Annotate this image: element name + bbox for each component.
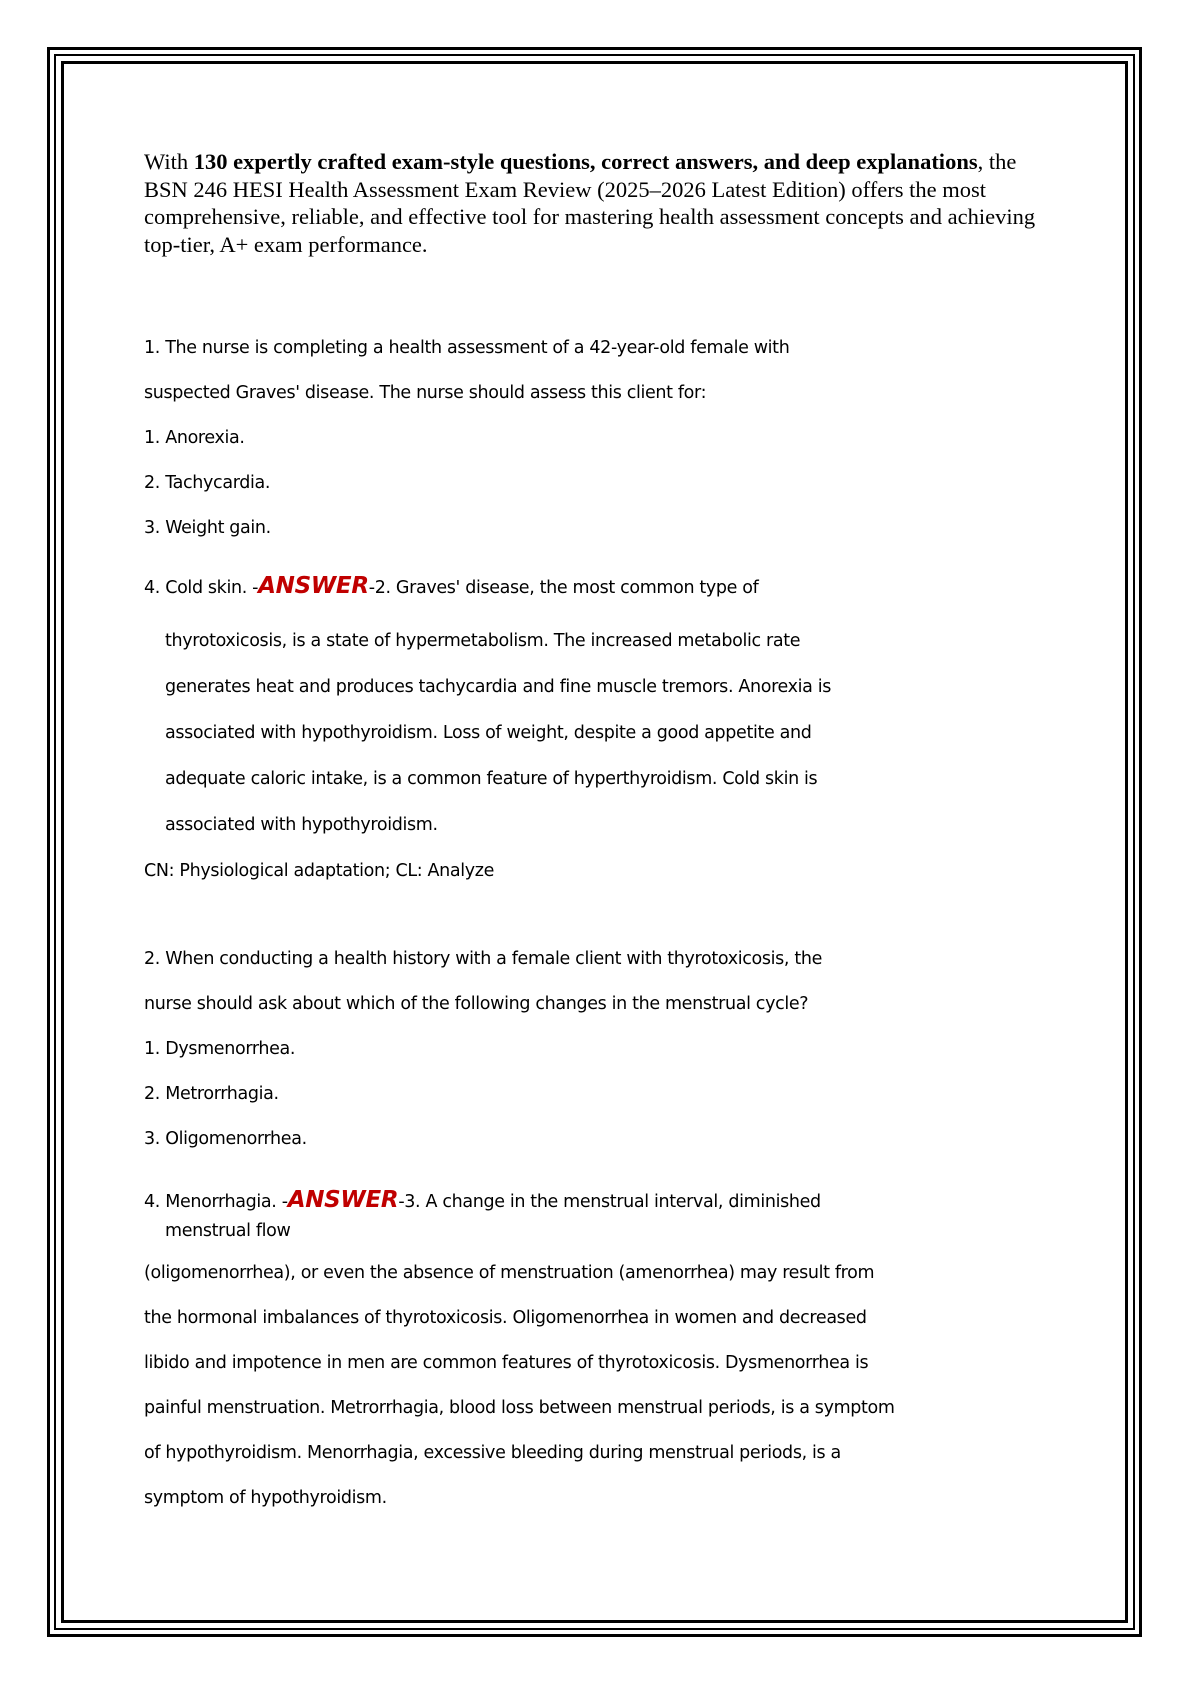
q2-rationale-line: libido and impotence in men are common features of thyrotoxicosis. Dysmenorrhea is: [144, 1353, 869, 1373]
q2-rationale-line: (oligomenorrhea), or even the absence of menstruation (amenorrhea) may result from: [144, 1263, 875, 1283]
q2-option-4-line: [144, 1189, 821, 1213]
q2-option-1: 1. Dysmenorrhea.: [144, 1039, 296, 1059]
q2-answer-label: ANSWER: [287, 1187, 399, 1213]
q2-option-2: 2. Metrorrhagia.: [144, 1084, 279, 1104]
intro-paragraph: [144, 148, 1064, 258]
intro-bold: 130 expertly crafted exam-style questions, correct answers, and deep explanations: [193, 149, 978, 174]
q1-rationale-line: associated with hypothyroidism. Loss of weight, despite a good appetite and: [165, 723, 812, 743]
q2-stem-line-1: 2. When conducting a health history with a female client with thyrotoxicosis, the: [144, 949, 822, 969]
q1-option-3: 3. Weight gain.: [144, 518, 271, 538]
q1-rationale-line: adequate caloric intake, is a common feature of hyperthyroidism. Cold skin is: [165, 769, 818, 789]
q2-rationale-line: painful menstruation. Metrorrhagia, blood loss between menstrual periods, is a symptom: [144, 1398, 895, 1418]
intro-lead: With: [144, 149, 194, 174]
q2-rationale-line: symptom of hypothyroidism.: [144, 1488, 387, 1508]
q2-answer-continuation: menstrual flow: [165, 1221, 291, 1241]
q2-answer-start: -3. A change in the menstrual interval, diminished: [398, 1192, 821, 1212]
q1-stem-line-1: 1. The nurse is completing a health assessment of a 42-year-old female with: [144, 338, 790, 358]
q1-rationale-line: associated with hypothyroidism.: [165, 815, 438, 835]
q1-stem-line-2: suspected Graves' disease. The nurse should assess this client for:: [144, 383, 707, 403]
q1-answer-start: -2. Graves' disease, the most common type of: [368, 578, 759, 598]
q2-option-4: 4. Menorrhagia. -: [144, 1192, 288, 1212]
q2-option-3: 3. Oligomenorrhea.: [144, 1129, 307, 1149]
intro-rest: , the BSN 246 HESI Health Assessment Exam Review (2025–2026 Latest Edition) offers the most comprehensive, reliable, and effective tool for mastering health assessment concepts and achieving top-tier, A+ exam performance.: [144, 149, 1036, 257]
q2-rationale-line: the hormonal imbalances of thyrotoxicosis. Oligomenorrhea in women and decreased: [144, 1308, 867, 1328]
q1-meta: CN: Physiological adaptation; CL: Analyze: [144, 861, 495, 881]
q1-answer-label: ANSWER: [258, 573, 369, 599]
q2-rationale-line: of hypothyroidism. Menorrhagia, excessive bleeding during menstrual periods, is a: [144, 1443, 841, 1463]
q1-rationale-line: thyrotoxicosis, is a state of hypermetabolism. The increased metabolic rate: [165, 631, 801, 651]
page-border-inner: [61, 61, 1128, 1623]
q2-stem-line-2: nurse should ask about which of the following changes in the menstrual cycle?: [144, 994, 809, 1014]
q1-option-1: 1. Anorexia.: [144, 428, 245, 448]
q1-option-4: 4. Cold skin. -: [144, 578, 259, 598]
q1-option-2: 2. Tachycardia.: [144, 473, 271, 493]
q1-option-4-line: [144, 575, 758, 599]
q1-rationale-line: generates heat and produces tachycardia and fine muscle tremors. Anorexia is: [165, 677, 832, 697]
